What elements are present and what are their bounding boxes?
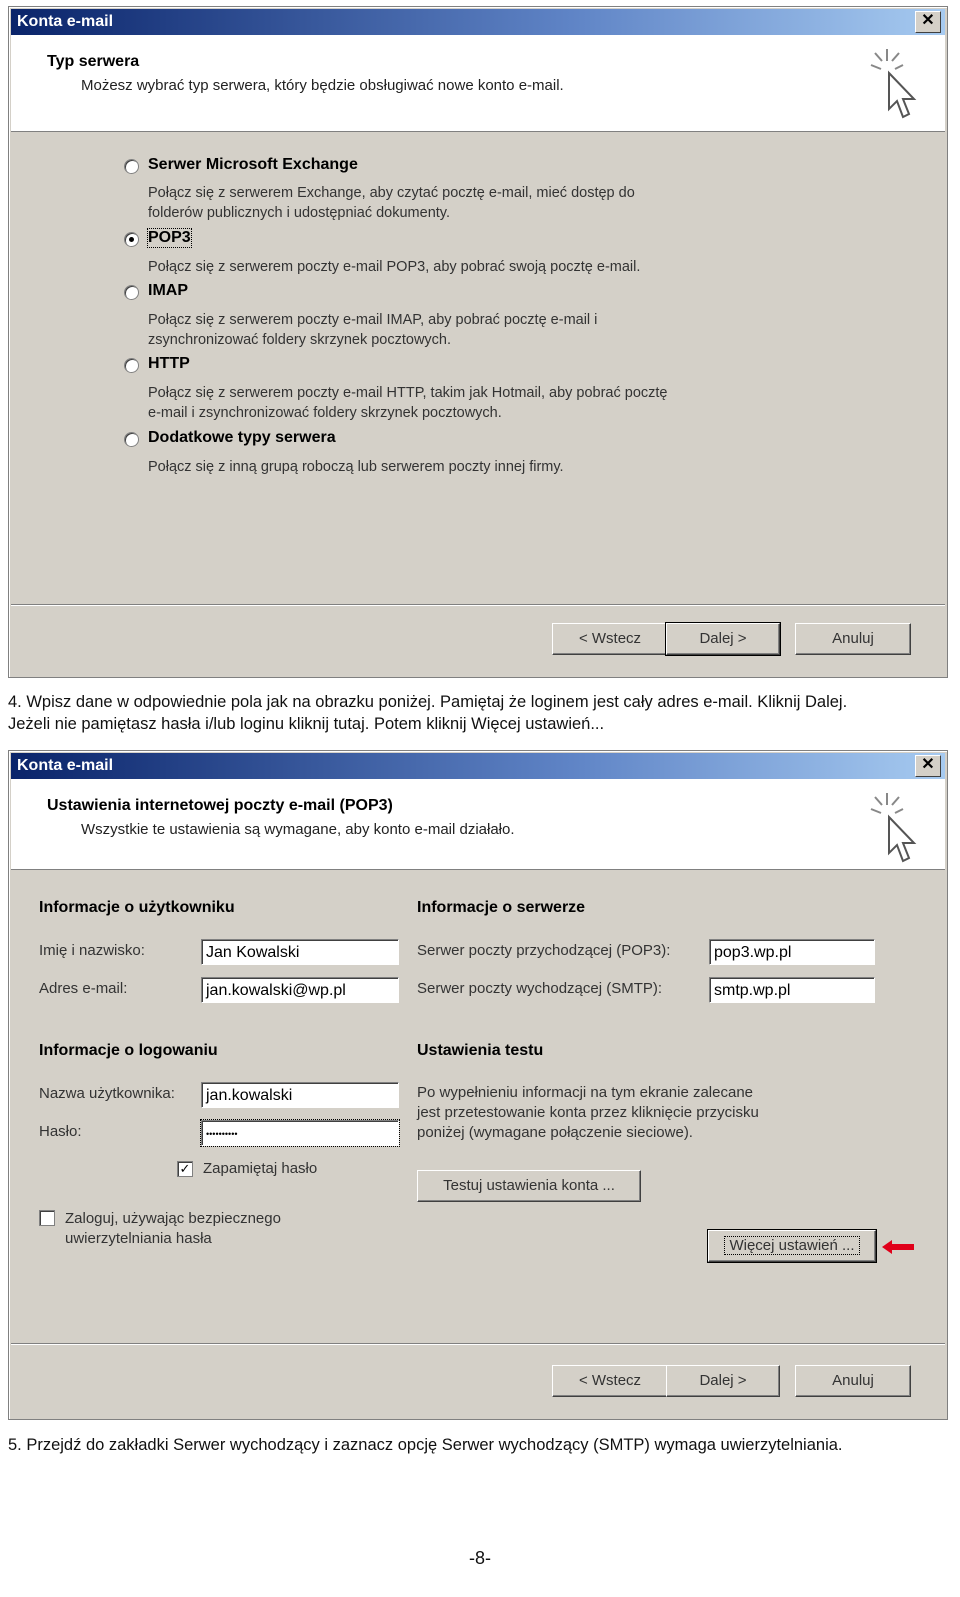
wizard-cursor-icon [867, 47, 923, 123]
option-other-label[interactable]: Dodatkowe typy serwera [148, 429, 336, 446]
red-arrow-icon [880, 1239, 916, 1255]
back-button[interactable]: < Wstecz [552, 623, 668, 655]
footer-separator [11, 1343, 945, 1345]
wizard-cursor-icon [867, 791, 923, 867]
email-label: Adres e-mail: [39, 980, 128, 997]
server-info-heading: Informacje o serwerze [417, 899, 586, 916]
password-label: Hasło: [39, 1123, 82, 1140]
option-exchange-desc: Połącz się z serwerem Exchange, aby czytać pocztę e-mail, mieć dostęp do folderów publicznych i udostępniać dokumenty. [148, 185, 635, 221]
remember-password-label[interactable]: Zapamiętaj hasło [203, 1160, 318, 1177]
radio-other[interactable] [124, 432, 139, 447]
radio-exchange[interactable] [124, 159, 139, 174]
outgoing-server-field[interactable]: smtp.wp.pl [709, 977, 875, 1003]
instruction-step-4-line-1: 4. Wpisz dane w odpowiednie pola jak na obrazku poniżej. Pamiętaj że loginem jest cały adres e-mail. Kliknij Dalej. [8, 693, 848, 711]
back-button[interactable]: < Wstecz [552, 1365, 668, 1397]
dialog-header [11, 779, 945, 870]
cancel-button[interactable]: Anuluj [795, 1365, 911, 1397]
user-info-heading: Informacje o użytkowniku [39, 899, 235, 916]
option-imap-label[interactable]: IMAP [148, 282, 188, 299]
option-imap-desc: Połącz się z serwerem poczty e-mail IMAP, aby pobrać pocztę e-mail i zsynchronizować foldery skrzynek pocztowych. [148, 312, 598, 348]
radio-pop3[interactable] [124, 232, 139, 247]
password-field[interactable]: •••••••••• [201, 1120, 399, 1146]
spa-label[interactable]: Zaloguj, używając bezpiecznego uwierzytelniania hasła [65, 1210, 281, 1247]
pop3-settings-dialog [8, 750, 948, 1420]
test-settings-heading: Ustawienia testu [417, 1042, 544, 1059]
radio-http[interactable] [124, 358, 139, 373]
test-account-button[interactable]: Testuj ustawienia konta ... [417, 1170, 641, 1202]
option-pop3-label[interactable]: POP3 [148, 229, 191, 246]
incoming-server-field[interactable]: pop3.wp.pl [709, 939, 875, 965]
header-subtitle: Wszystkie te ustawienia są wymagane, aby konto e-mail działało. [81, 821, 515, 838]
remember-password-checkbox[interactable]: ✓ [177, 1161, 193, 1177]
name-field[interactable]: Jan Kowalski [201, 939, 399, 965]
more-settings-button[interactable] [708, 1230, 876, 1262]
more-settings-label: Więcej ustawień ... [725, 1237, 858, 1254]
server-type-dialog [8, 6, 948, 678]
close-button[interactable]: ✕ [915, 755, 941, 777]
cancel-button[interactable]: Anuluj [795, 623, 911, 655]
footer-separator [11, 604, 945, 606]
spa-checkbox[interactable] [39, 1210, 55, 1226]
option-http-desc: Połącz się z serwerem poczty e-mail HTTP, takim jak Hotmail, aby pobrać pocztę e-mail i zsynchronizować foldery skrzynek pocztowych. [148, 385, 668, 421]
close-button[interactable]: ✕ [915, 11, 941, 33]
dialog-title: Konta e-mail [11, 9, 945, 35]
header-title: Typ serwera [47, 53, 140, 70]
username-field[interactable]: jan.kowalski [201, 1082, 399, 1108]
instruction-step-4-line-2: Jeżeli nie pamiętasz hasła i/lub loginu kliknij tutaj. Potem kliknij Więcej ustawień... [8, 715, 605, 733]
radio-imap[interactable] [124, 285, 139, 300]
instruction-step-5: 5. Przejdź do zakładki Serwer wychodzący i zaznacz opcję Serwer wychodzący (SMTP) wymaga uwierzytelniania. [8, 1436, 843, 1454]
incoming-server-label: Serwer poczty przychodzącej (POP3): [417, 942, 671, 959]
page-number: -8- [469, 1548, 491, 1568]
option-other-desc: Połącz się z inną grupą roboczą lub serwerem poczty innej firmy. [148, 459, 564, 475]
name-label: Imię i nazwisko: [39, 942, 145, 959]
test-settings-description: Po wypełnieniu informacji na tym ekranie zalecane jest przetestowanie konta przez kliknięcie przycisku poniżej (wymagane połączenie sieciowe). [417, 1084, 759, 1141]
dialog-title: Konta e-mail [11, 753, 945, 779]
option-pop3-desc: Połącz się z serwerem poczty e-mail POP3, aby pobrać swoją pocztę e-mail. [148, 259, 641, 275]
option-exchange-label[interactable]: Serwer Microsoft Exchange [148, 156, 358, 173]
next-button[interactable]: Dalej > [666, 623, 780, 655]
dialog-header [11, 35, 945, 132]
outgoing-server-label: Serwer poczty wychodzącej (SMTP): [417, 980, 663, 997]
header-title: Ustawienia internetowej poczty e-mail (POP3) [47, 797, 393, 814]
email-field[interactable]: jan.kowalski@wp.pl [201, 977, 399, 1003]
option-http-label[interactable]: HTTP [148, 355, 190, 372]
login-info-heading: Informacje o logowaniu [39, 1042, 218, 1059]
username-label: Nazwa użytkownika: [39, 1085, 175, 1102]
header-subtitle: Możesz wybrać typ serwera, który będzie obsługiwać nowe konto e-mail. [81, 77, 564, 94]
next-button[interactable]: Dalej > [666, 1365, 780, 1397]
